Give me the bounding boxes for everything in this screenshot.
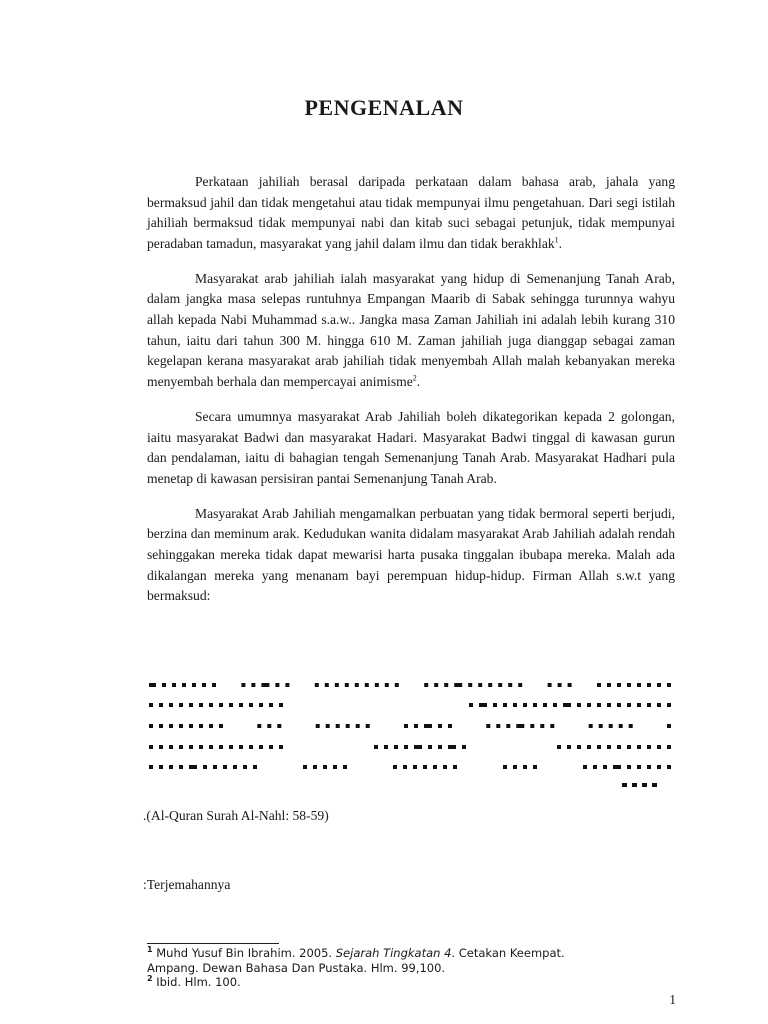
arabic-glyph-box bbox=[462, 745, 466, 749]
arabic-glyph-box bbox=[325, 683, 329, 687]
arabic-glyph-box bbox=[233, 765, 237, 769]
arabic-glyph-box bbox=[533, 703, 537, 707]
arabic-glyph-box bbox=[366, 724, 370, 728]
footnote-text: Ibid. Hlm. 100. bbox=[152, 975, 241, 989]
footnote-ref[interactable]: 1 bbox=[554, 235, 559, 245]
arabic-glyph-box bbox=[182, 683, 186, 687]
translation-label: :Terjemahannya bbox=[143, 877, 231, 892]
arabic-glyph-box bbox=[259, 745, 263, 749]
arabic-glyph-box bbox=[219, 703, 223, 707]
arabic-glyph-box bbox=[657, 683, 661, 687]
paragraph-end: . bbox=[416, 373, 421, 389]
arabic-glyph-box bbox=[375, 683, 379, 687]
arabic-glyph-box bbox=[269, 745, 273, 749]
arabic-glyph-box bbox=[169, 745, 173, 749]
footnote-1 bbox=[147, 946, 667, 975]
footnote-text: Muhd Yusuf Bin Ibrahim. 2005. bbox=[152, 946, 336, 960]
arabic-glyph-box bbox=[179, 765, 183, 769]
arabic-glyph-box bbox=[159, 703, 163, 707]
arabic-glyph-box bbox=[438, 724, 442, 728]
page-number: 1 bbox=[669, 992, 676, 1007]
arabic-glyph-box bbox=[414, 724, 418, 728]
arabic-glyph-box bbox=[303, 765, 307, 769]
arabic-glyph-box bbox=[213, 765, 217, 769]
arabic-glyph-box bbox=[249, 703, 253, 707]
arabic-glyph-box bbox=[404, 724, 408, 728]
arabic-glyph-box bbox=[629, 724, 633, 728]
arabic-glyph-box bbox=[617, 683, 621, 687]
arabic-glyph-box bbox=[613, 765, 621, 769]
arabic-glyph-box bbox=[438, 745, 442, 749]
arabic-glyph-box bbox=[637, 683, 641, 687]
arabic-glyph-box bbox=[261, 683, 269, 687]
arabic-glyph-box bbox=[423, 765, 427, 769]
arabic-glyph-box bbox=[607, 745, 611, 749]
arabic-glyph-box bbox=[434, 683, 438, 687]
arabic-glyph-box bbox=[642, 783, 647, 787]
arabic-glyph-box bbox=[239, 703, 243, 707]
arabic-glyph-box bbox=[212, 683, 216, 687]
arabic-glyph-box bbox=[403, 765, 407, 769]
arabic-glyph-box bbox=[149, 703, 153, 707]
arabic-glyph-box bbox=[279, 745, 283, 749]
arabic-glyph-box bbox=[657, 703, 661, 707]
arabic-glyph-box bbox=[488, 683, 492, 687]
arabic-glyph-box bbox=[469, 703, 473, 707]
arabic-glyph-box bbox=[597, 745, 601, 749]
arabic-glyph-box bbox=[169, 703, 173, 707]
arabic-glyph-box bbox=[394, 745, 398, 749]
arabic-glyph-box bbox=[179, 724, 183, 728]
arabic-glyph-box bbox=[179, 703, 183, 707]
footnote-divider bbox=[147, 943, 279, 944]
arabic-glyph-box bbox=[219, 724, 223, 728]
arabic-glyph-box bbox=[202, 683, 206, 687]
arabic-glyph-box bbox=[637, 765, 641, 769]
paragraph-text: Perkataan jahiliah berasal daripada perkataan dalam bahasa arab, jahala yang bermaksud jahil dan tidak mengetahui atau tidak mempunyai ilmu pengetahuan. Dari segi istilah jahiliah bermaksud tidak mempunyai nabi dan kitab suci sebagai petunjuk, tidak mempunyai peradaban tamadun, masyarakat yang jahil dalam ilmu dan tidak berakhlak bbox=[147, 174, 675, 251]
arabic-glyph-box bbox=[567, 745, 571, 749]
arabic-glyph-box bbox=[326, 724, 330, 728]
arabic-glyph-box bbox=[315, 683, 319, 687]
arabic-glyph-placeholders-icon bbox=[147, 675, 682, 793]
arabic-glyph-box bbox=[617, 703, 621, 707]
quran-citation: .(Al-Quran Surah Al-Nahl: 58-59) bbox=[143, 808, 329, 823]
arabic-glyph-box bbox=[149, 745, 153, 749]
arabic-glyph-box bbox=[343, 765, 347, 769]
arabic-glyph-box bbox=[513, 765, 517, 769]
arabic-glyph-box bbox=[243, 765, 247, 769]
arabic-glyph-box bbox=[395, 683, 399, 687]
arabic-glyph-box bbox=[159, 745, 163, 749]
arabic-glyph-box bbox=[503, 765, 507, 769]
arabic-glyph-box bbox=[259, 703, 263, 707]
arabic-glyph-box bbox=[189, 765, 197, 769]
arabic-glyph-box bbox=[189, 703, 193, 707]
arabic-glyph-box bbox=[627, 683, 631, 687]
arabic-glyph-box bbox=[433, 765, 437, 769]
arabic-glyph-box bbox=[424, 683, 428, 687]
arabic-glyph-box bbox=[627, 745, 631, 749]
arabic-glyph-box bbox=[333, 765, 337, 769]
arabic-glyph-box bbox=[413, 765, 417, 769]
arabic-glyph-box bbox=[587, 745, 591, 749]
arabic-glyph-box bbox=[609, 724, 613, 728]
arabic-glyph-box bbox=[508, 683, 512, 687]
arabic-glyph-box bbox=[251, 683, 255, 687]
arabic-glyph-box bbox=[533, 765, 537, 769]
arabic-glyph-box bbox=[355, 683, 359, 687]
arabic-glyph-box bbox=[478, 683, 482, 687]
arabic-glyph-box bbox=[169, 724, 173, 728]
arabic-glyph-box bbox=[667, 683, 671, 687]
arabic-glyph-box bbox=[285, 683, 289, 687]
arabic-glyph-box bbox=[393, 765, 397, 769]
arabic-glyph-box bbox=[619, 724, 623, 728]
arabic-glyph-box bbox=[277, 724, 281, 728]
arabic-glyph-box bbox=[374, 745, 378, 749]
arabic-glyph-box bbox=[323, 765, 327, 769]
arabic-glyph-box bbox=[627, 765, 631, 769]
arabic-glyph-box bbox=[241, 683, 245, 687]
arabic-glyph-box bbox=[257, 724, 261, 728]
arabic-glyph-box bbox=[335, 683, 339, 687]
arabic-glyph-box bbox=[199, 703, 203, 707]
arabic-glyph-box bbox=[667, 745, 671, 749]
footnote-ref[interactable]: 2 bbox=[412, 373, 417, 383]
arabic-glyph-box bbox=[540, 724, 544, 728]
footnotes bbox=[147, 946, 667, 990]
arabic-glyph-box bbox=[647, 765, 651, 769]
arabic-glyph-box bbox=[577, 703, 581, 707]
arabic-glyph-box bbox=[209, 703, 213, 707]
arabic-glyph-box bbox=[603, 765, 607, 769]
arabic-glyph-box bbox=[587, 703, 591, 707]
arabic-glyph-box bbox=[523, 703, 527, 707]
arabic-glyph-box bbox=[667, 765, 671, 769]
arabic-glyph-box bbox=[199, 724, 203, 728]
arabic-glyph-box bbox=[627, 703, 631, 707]
arabic-glyph-box bbox=[192, 683, 196, 687]
arabic-glyph-box bbox=[159, 724, 163, 728]
paragraph-4 bbox=[147, 504, 675, 607]
arabic-glyph-box bbox=[189, 745, 193, 749]
body-text bbox=[147, 172, 675, 621]
arabic-glyph-box bbox=[599, 724, 603, 728]
arabic-glyph-box bbox=[493, 703, 497, 707]
arabic-glyph-box bbox=[162, 683, 166, 687]
arabic-glyph-box bbox=[149, 724, 153, 728]
arabic-glyph-box bbox=[453, 765, 457, 769]
arabic-glyph-box bbox=[486, 724, 490, 728]
arabic-glyph-box bbox=[577, 745, 581, 749]
arabic-glyph-box bbox=[597, 683, 601, 687]
arabic-glyph-box bbox=[583, 765, 587, 769]
arabic-glyph-box bbox=[657, 745, 661, 749]
paragraph-3 bbox=[147, 407, 675, 489]
arabic-glyph-box bbox=[209, 745, 213, 749]
arabic-glyph-box bbox=[647, 703, 651, 707]
page-title: PENGENALAN bbox=[304, 95, 464, 120]
footnote-mark: 2 bbox=[147, 974, 153, 984]
arabic-glyph-box bbox=[550, 724, 554, 728]
arabic-glyph-box bbox=[269, 703, 273, 707]
arabic-glyph-box bbox=[414, 745, 422, 749]
arabic-glyph-box bbox=[169, 765, 173, 769]
arabic-glyph-box bbox=[275, 683, 279, 687]
arabic-glyph-box bbox=[346, 724, 350, 728]
arabic-glyph-box bbox=[563, 703, 571, 707]
footnote-publisher: Ampang. Dewan Bahasa Dan Pustaka. Hlm. 99,100. bbox=[147, 960, 446, 975]
footnote-mark: 1 bbox=[147, 945, 153, 955]
arabic-glyph-box bbox=[647, 683, 651, 687]
arabic-glyph-box bbox=[253, 765, 257, 769]
arabic-glyph-box bbox=[239, 745, 243, 749]
arabic-glyph-box bbox=[523, 765, 527, 769]
paragraph-1 bbox=[147, 172, 675, 254]
footnote-2 bbox=[147, 975, 667, 990]
arabic-glyph-box bbox=[647, 745, 651, 749]
paragraph-text: Masyarakat arab jahiliah ialah masyarakat yang hidup di Semenanjung Tanah Arab, dalam jangka masa selepas runtuhnya Empangan Maarib di Sabak sehingga turunnya wahyu allah kepada Nabi Muhammad s.a.w.. Jangka masa Zaman Jahiliah ini adalah lebih kurang 310 tahun, iaitu dari tahun 300 M. hingga 610 M. Zaman jahiliah juga dianggap sebagai zaman kegelapan kerana masyarakat arab jahiliah tidak menyembah Allah malah kebanyakan mereka menyembah berhala dan mempercayai animisme bbox=[147, 270, 675, 389]
arabic-glyph-box bbox=[443, 765, 447, 769]
arabic-glyph-box bbox=[267, 724, 271, 728]
arabic-glyph-box bbox=[149, 683, 156, 687]
arabic-glyph-box bbox=[597, 703, 601, 707]
arabic-glyph-box bbox=[632, 783, 637, 787]
arabic-glyph-box bbox=[448, 745, 456, 749]
arabic-glyph-box bbox=[593, 765, 597, 769]
arabic-glyph-box bbox=[553, 703, 557, 707]
arabic-glyph-box bbox=[607, 703, 611, 707]
arabic-glyph-box bbox=[172, 683, 176, 687]
arabic-glyph-box bbox=[503, 703, 507, 707]
arabic-glyph-box bbox=[199, 745, 203, 749]
arabic-glyph-box bbox=[444, 683, 448, 687]
arabic-glyph-box bbox=[617, 745, 621, 749]
footnote-book-title: Sejarah Tingkatan 4 bbox=[335, 946, 452, 960]
arabic-glyph-box bbox=[179, 745, 183, 749]
arabic-glyph-box bbox=[149, 765, 153, 769]
arabic-glyph-box bbox=[557, 745, 561, 749]
arabic-glyph-box bbox=[316, 724, 320, 728]
arabic-glyph-box bbox=[637, 745, 641, 749]
arabic-glyph-box bbox=[229, 703, 233, 707]
arabic-glyph-box bbox=[428, 745, 432, 749]
arabic-glyph-box bbox=[219, 745, 223, 749]
arabic-glyph-box bbox=[667, 724, 671, 728]
arabic-glyph-box bbox=[424, 724, 432, 728]
arabic-glyph-box bbox=[652, 783, 657, 787]
arabic-glyph-box bbox=[448, 724, 452, 728]
arabic-glyph-box bbox=[518, 683, 522, 687]
arabic-glyph-box bbox=[385, 683, 389, 687]
arabic-glyph-box bbox=[479, 703, 487, 707]
arabic-glyph-box bbox=[468, 683, 472, 687]
arabic-glyph-box bbox=[498, 683, 502, 687]
arabic-glyph-box bbox=[249, 745, 253, 749]
arabic-glyph-box bbox=[530, 724, 534, 728]
arabic-glyph-box bbox=[189, 724, 193, 728]
arabic-glyph-box bbox=[336, 724, 340, 728]
arabic-glyph-box bbox=[568, 683, 572, 687]
arabic-glyph-box bbox=[313, 765, 317, 769]
arabic-glyph-box bbox=[159, 765, 163, 769]
arabic-glyph-box bbox=[589, 724, 593, 728]
arabic-glyph-box bbox=[223, 765, 227, 769]
arabic-glyph-box bbox=[365, 683, 369, 687]
arabic-glyph-box bbox=[558, 683, 562, 687]
arabic-glyph-box bbox=[404, 745, 408, 749]
arabic-glyph-box bbox=[209, 724, 213, 728]
arabic-glyph-box bbox=[356, 724, 360, 728]
arabic-verse-block bbox=[147, 675, 682, 793]
arabic-glyph-box bbox=[506, 724, 510, 728]
arabic-glyph-box bbox=[667, 703, 671, 707]
footnote-text-end: . Cetakan Keempat. bbox=[451, 946, 565, 960]
arabic-glyph-box bbox=[513, 703, 517, 707]
arabic-glyph-box bbox=[516, 724, 524, 728]
arabic-glyph-box bbox=[548, 683, 552, 687]
arabic-glyph-box bbox=[229, 745, 233, 749]
paragraph-2 bbox=[147, 269, 675, 393]
arabic-glyph-box bbox=[279, 703, 283, 707]
arabic-glyph-box bbox=[384, 745, 388, 749]
paragraph-end: . bbox=[558, 235, 563, 251]
arabic-glyph-box bbox=[203, 765, 207, 769]
arabic-glyph-box bbox=[607, 683, 611, 687]
arabic-glyph-box bbox=[345, 683, 349, 687]
paragraph-text: Masyarakat Arab Jahiliah mengamalkan perbuatan yang tidak bermoral seperti berjudi, berzina dan meminum arak. Kedudukan wanita didalam masyarakat Arab Jahiliah adalah rendah sehinggakan mereka tidak dapat mewarisi harta pusaka tinggalan ibubapa mereka. Malah ada dikalangan mereka yang menanam bayi perempuan hidup-hidup. Firman Allah s.w.t yang bermaksud: bbox=[147, 505, 675, 604]
arabic-glyph-box bbox=[637, 703, 641, 707]
arabic-glyph-box bbox=[622, 783, 627, 787]
arabic-glyph-box bbox=[496, 724, 500, 728]
paragraph-text: Secara umumnya masyarakat Arab Jahiliah boleh dikategorikan kepada 2 golongan, iaitu masyarakat Badwi dan masyarakat Hadari. Masyarakat Badwi tinggal di kawasan gurun dan pendalaman, iaitu di bahagian tengah Semenanjung Tanah Arab. Masyarakat Hadhari pula menetap di kawasan persisiran pantai Semenanjung Tanah Arab. bbox=[147, 408, 675, 486]
arabic-glyph-box bbox=[543, 703, 547, 707]
arabic-glyph-box bbox=[454, 683, 462, 687]
arabic-glyph-box bbox=[657, 765, 661, 769]
